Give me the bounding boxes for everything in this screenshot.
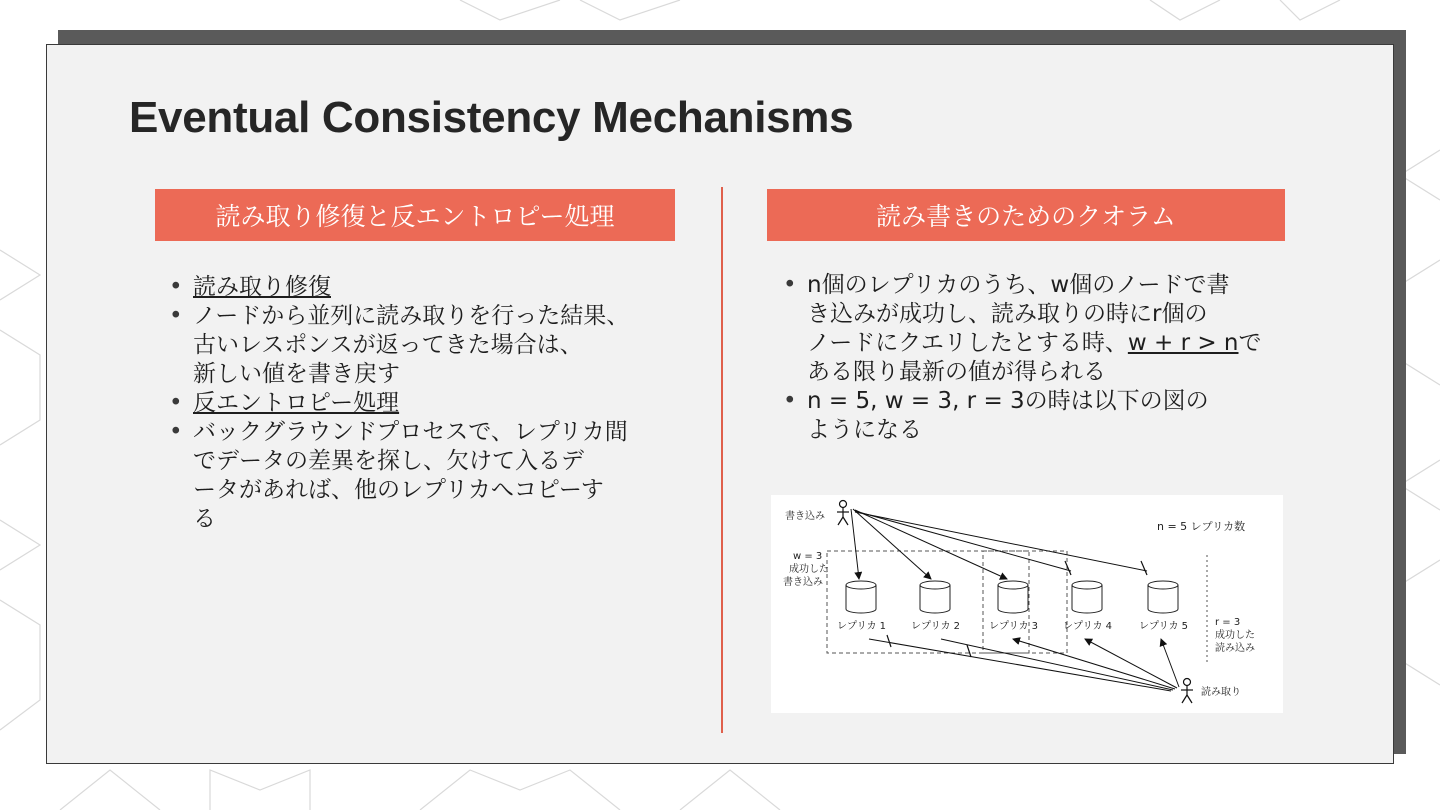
quorum-text-line: n個のレプリカのうち、w個のノードで書 (807, 272, 1230, 298)
replica-label: レプリカ 3 (989, 621, 1039, 632)
n-label: n = 5 レプリカ数 (1157, 520, 1246, 533)
replica-2 (911, 581, 960, 632)
writer-label: 書き込み (785, 511, 825, 522)
replica-5 (1139, 581, 1188, 632)
quorum-formula: w + r > n (1127, 330, 1239, 356)
replica-label: レプリカ 2 (911, 621, 961, 632)
w-write-label: 書き込み (783, 577, 823, 588)
slide-card (46, 44, 1394, 764)
replica-label: レプリカ 5 (1139, 621, 1189, 632)
database-top (1148, 581, 1178, 589)
subheading-link: 読み取り修復 (193, 274, 331, 300)
database-top (1072, 581, 1102, 589)
database-top (846, 581, 876, 589)
quorum-diagram-svg (771, 495, 1283, 713)
left-bullet-list (169, 273, 689, 534)
list-item (169, 273, 689, 302)
list-item (169, 302, 689, 389)
bullet-text: ノードから並列に読み取りを行った結果、 古いレスポンスが返ってきた場合は、 新しい値を書き戻す (193, 303, 630, 387)
list-item (783, 387, 1263, 445)
list-item (783, 271, 1263, 387)
reader-label: 読み取り (1201, 687, 1241, 698)
subheading-link: 反エントロピー処理 (193, 390, 400, 416)
quorum-text-line: き込みが成功し、読み取りの時にr個の (807, 301, 1208, 327)
quorum-diagram (771, 495, 1283, 713)
replica-label: レプリカ 4 (1063, 621, 1113, 632)
write-arrows (851, 509, 1147, 579)
example-text-line: ようになる (807, 417, 922, 443)
replica-4 (1063, 581, 1112, 632)
replica-1 (837, 581, 886, 632)
reader-figure-icon (1181, 679, 1193, 704)
quorum-text-line: ある限り最新の値が得られる (807, 359, 1106, 385)
bullet-text: バックグラウンドプロセスで、レプリカ間 でデータの差異を探し、欠けて入るデ ータがあれば、他のレプリカへコピーす る (193, 419, 628, 532)
slide-title: Eventual Consistency Mechanisms (129, 93, 854, 142)
column-divider (721, 187, 723, 733)
read-arrows (869, 639, 1179, 691)
r-success-label: 成功した (1215, 630, 1255, 641)
database-top (920, 581, 950, 589)
replica-label: レプリカ 1 (837, 621, 887, 632)
replica-3 (989, 581, 1038, 632)
quorum-text-line: ノードにクエリしたとする時、 (807, 330, 1128, 356)
list-item (169, 389, 689, 418)
right-bullet-list (783, 271, 1263, 445)
r-read-label: 読み込み (1215, 643, 1255, 654)
r-label: r = 3 (1215, 617, 1241, 628)
writer-figure-icon (837, 501, 849, 526)
right-section-header: 読み書きのためのクオラム (767, 189, 1285, 241)
w-label: w = 3 (793, 551, 823, 562)
read-failure-marks (887, 635, 971, 657)
w-success-label: 成功した (789, 564, 829, 575)
database-top (998, 581, 1028, 589)
left-section-header: 読み取り修復と反エントロピー処理 (155, 189, 675, 241)
replicas-group (837, 581, 1188, 632)
example-text-line: n = 5, w = 3, r = 3の時は以下の図の (807, 388, 1209, 414)
list-item (169, 418, 689, 534)
quorum-text-line: で (1238, 330, 1262, 356)
